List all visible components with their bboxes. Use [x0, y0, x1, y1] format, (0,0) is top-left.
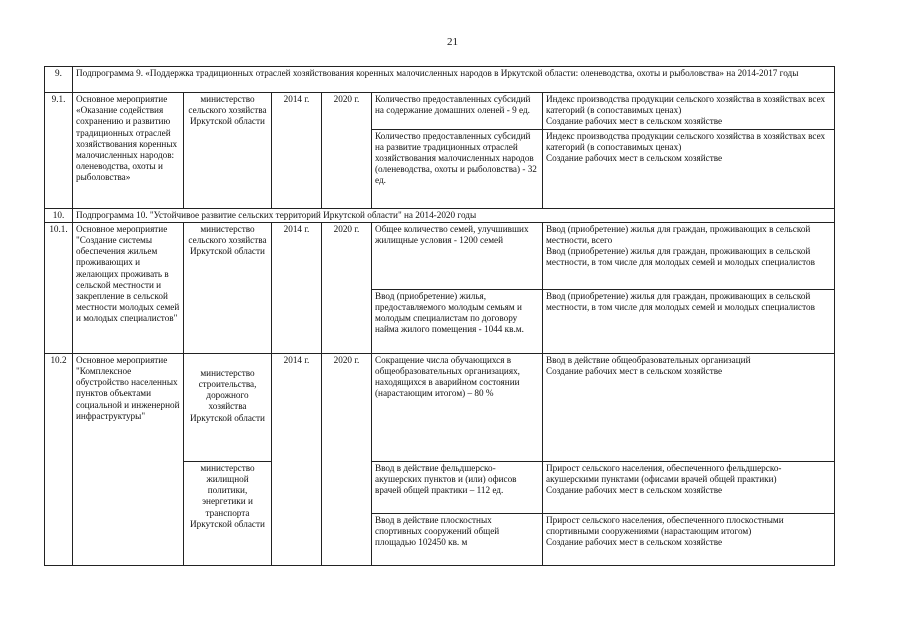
result-cell: Сокращение числа обучающихся в общеобразовательных организациях, находящихся в аварийном состоянии (нарастающим итогом) – 80 % [372, 353, 543, 461]
measure-name: Основное мероприятие "Создание системы обеспечения жильем проживающих и желающих проживать в сельской местности и закрепление в сельской местности молодых семей и молодых специалистов" [73, 222, 184, 353]
end-year: 2020 г. [322, 222, 372, 353]
indicator-item: Индекс производства продукции сельского хозяйства в хозяйствах всех категорий (в сопоставимых ценах) [546, 94, 826, 116]
start-year: 2014 г. [272, 93, 322, 209]
end-year: 2020 г. [322, 353, 372, 565]
measure-name: Основное мероприятие "Комплексное обустройство населенных пунктов объектами социальной и инженерной инфраструктуры" [73, 353, 184, 565]
measure-name: Основное мероприятие «Оказание содействия сохранению и развитию традиционных отраслей хозяйствования коренных малочисленных народов: оленеводства, охоты и рыболовства» [73, 93, 184, 209]
measure-executor: министерство сельского хозяйства Иркутской области [184, 93, 272, 209]
measure-number: 10.1. [45, 222, 73, 353]
indicator-item: Прирост сельского населения, обеспеченного фельдшерско-акушерскими пунктами (офисами врачей общей практики) [546, 462, 782, 485]
indicator-item: Ввод (приобретение) жилья для граждан, проживающих в сельской местности, в том числе для молодых семей и молодых специалистов [546, 246, 815, 268]
result-cell: Ввод в действие плоскостных спортивных сооружений общей площадью 102450 кв. м [372, 513, 543, 565]
page-number: 21 [447, 36, 458, 48]
indicator-cell [543, 353, 835, 461]
result-cell: Общее количество семей, улучшивших жилищные условия - 1200 семей [372, 222, 543, 289]
subprogram-row-9 [45, 67, 835, 93]
indicator-item: Ввод (приобретение) жилья для граждан, проживающих в сельской местности, всего [546, 223, 811, 246]
measure-row-10-2 [45, 353, 835, 461]
indicator-item: Создание рабочих мест в сельском хозяйстве [546, 366, 723, 377]
result-cell: Ввод в действие фельдшерско-акушерских пунктов и (или) офисов врачей общей практики – 112 ед. [372, 461, 543, 513]
measure-executor: министерство строительства, дорожного хозяйства Иркутской области [184, 353, 272, 461]
measure-executor: министерство жилищной политики, энергетики и транспорта Иркутской области [184, 461, 272, 565]
indicator-cell [543, 129, 835, 208]
indicator-item: Прирост сельского населения, обеспеченного плоскостными спортивными сооружениями (нарастающим итогом) [546, 514, 784, 537]
section-number: 9. [45, 67, 73, 93]
measure-row-9-1 [45, 93, 835, 130]
start-year: 2014 г. [272, 353, 322, 565]
measure-number: 10.2 [45, 353, 73, 565]
measure-executor: министерство сельского хозяйства Иркутской области [184, 222, 272, 353]
subprogram-row-10 [45, 208, 835, 222]
indicator-cell [543, 461, 835, 513]
indicator-cell [543, 289, 835, 353]
indicator-item: Создание рабочих мест в сельском хозяйстве [546, 153, 723, 164]
subprogram-title: Подпрограмма 10. "Устойчивое развитие сельских территорий Иркутской области" на 2014-2020 годы [73, 208, 835, 222]
indicator-item: Индекс производства продукции сельского хозяйства в хозяйствах всех категорий (в сопоставимых ценах) [546, 130, 826, 152]
section-number: 10. [45, 208, 73, 222]
indicator-item: Создание рабочих мест в сельском хозяйстве [546, 485, 723, 496]
indicator-item: Создание рабочих мест в сельском хозяйстве [546, 116, 723, 127]
indicator-cell [543, 222, 835, 289]
program-measures-table [44, 66, 835, 566]
indicator-item: Ввод (приобретение) жилья для граждан, проживающих в сельской местности, в том числе для молодых семей и молодых специалистов [546, 290, 815, 313]
indicator-item: Создание рабочих мест в сельском хозяйстве [546, 537, 723, 548]
indicator-cell [543, 93, 835, 130]
subprogram-title: Подпрограмма 9. «Поддержка традиционных отраслей хозяйствования коренных малочисленных народов в Иркутской области: оленеводства, охоты и рыболовства» на 2014-2017 годы [73, 67, 835, 93]
indicator-cell [543, 513, 835, 565]
measure-row-10-1 [45, 222, 835, 289]
result-cell: Количество предоставленных субсидий на содержание домашних оленей - 9 ед. [372, 93, 543, 130]
start-year: 2014 г. [272, 222, 322, 353]
indicator-item: Ввод в действие общеобразовательных организаций [546, 354, 751, 365]
measure-number: 9.1. [45, 93, 73, 209]
result-cell: Ввод (приобретение) жилья, предоставляемого молодым семьям и молодым специалистам по договору найма жилого помещения - 1044 кв.м. [372, 289, 543, 353]
result-cell: Количество предоставленных субсидий на развитие традиционных отраслей хозяйствования малочисленных народов (оленеводства, охоты и рыболовства) - 32 ед. [372, 129, 543, 208]
end-year: 2020 г. [322, 93, 372, 209]
